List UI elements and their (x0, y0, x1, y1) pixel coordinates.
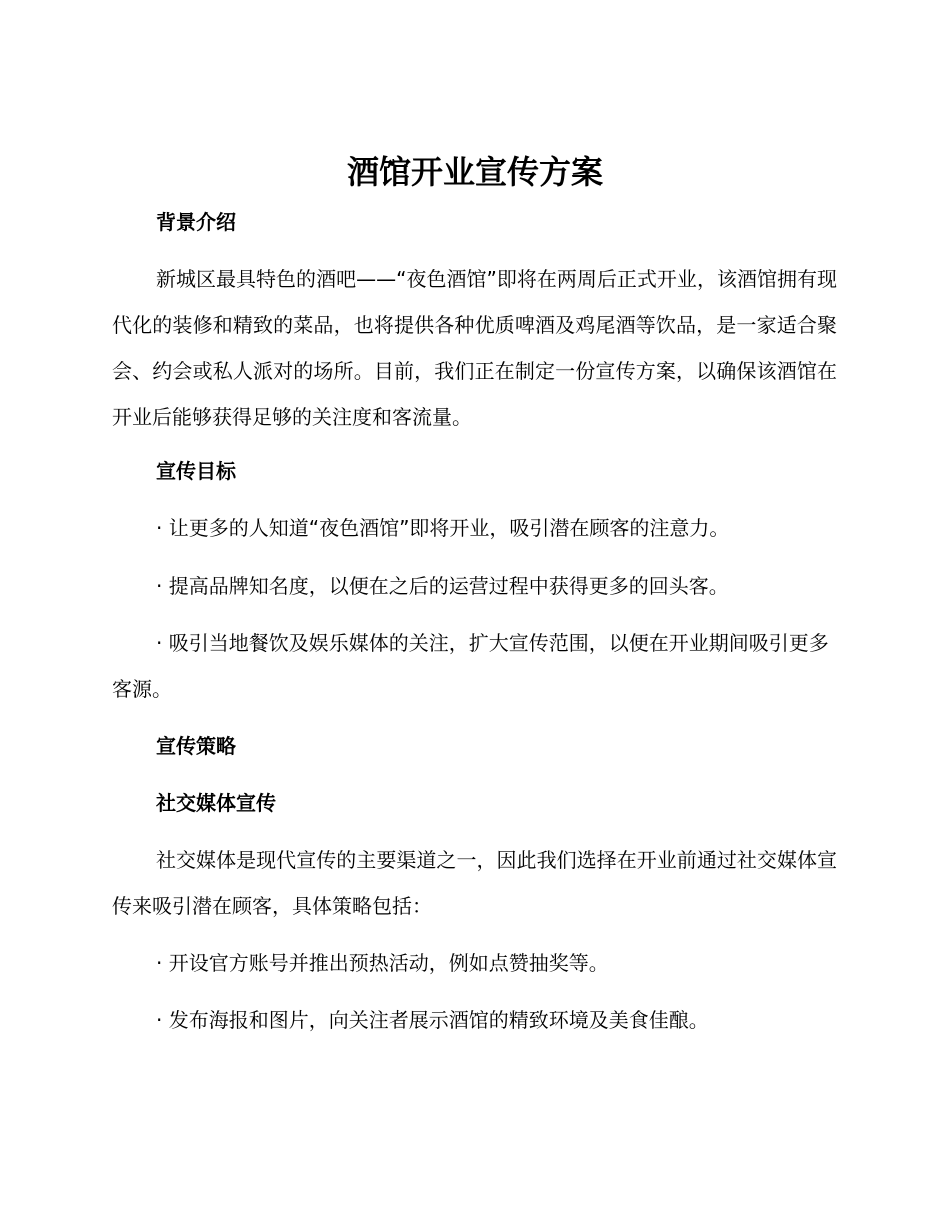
goal-item: · 吸引当地餐饮及娱乐媒体的关注，扩大宣传范围，以便在开业期间吸引更多客源。 (112, 631, 829, 701)
background-paragraph: 新城区最具特色的酒吧——“夜色酒馆”即将在两周后正式开业，该酒馆拥有现代化的装修和精致的菜品，也将提供各种优质啤酒及鸡尾酒等饮品，是一家适合聚会、约会或私人派对的场所。目前，我们正在制定一份宣传方案，以确保该酒馆在开业后能够获得足够的关注度和客流量。 (112, 267, 837, 429)
goal-item: · 提高品牌知名度，以便在之后的运营过程中获得更多的回头客。 (156, 574, 729, 598)
goal-item: · 让更多的人知道“夜色酒馆”即将开业，吸引潜在顾客的注意力。 (156, 516, 730, 540)
section-heading-strategy: 宣传策略 (156, 734, 236, 758)
subsection-heading-social-media: 社交媒体宣传 (156, 791, 276, 815)
section-heading-background: 背景介绍 (156, 210, 236, 234)
document-title: 酒馆开业宣传方案 (346, 153, 603, 191)
social-media-item: · 开设官方账号并推出预热活动，例如点赞抽奖等。 (156, 951, 609, 975)
social-media-item: · 发布海报和图片，向关注者展示酒馆的精致环境及美食佳酿。 (156, 1008, 709, 1032)
section-heading-goals: 宣传目标 (156, 459, 236, 483)
social-media-paragraph: 社交媒体是现代宣传的主要渠道之一，因此我们选择在开业前通过社交媒体宣传来吸引潜在顾客，具体策略包括： (112, 848, 837, 918)
